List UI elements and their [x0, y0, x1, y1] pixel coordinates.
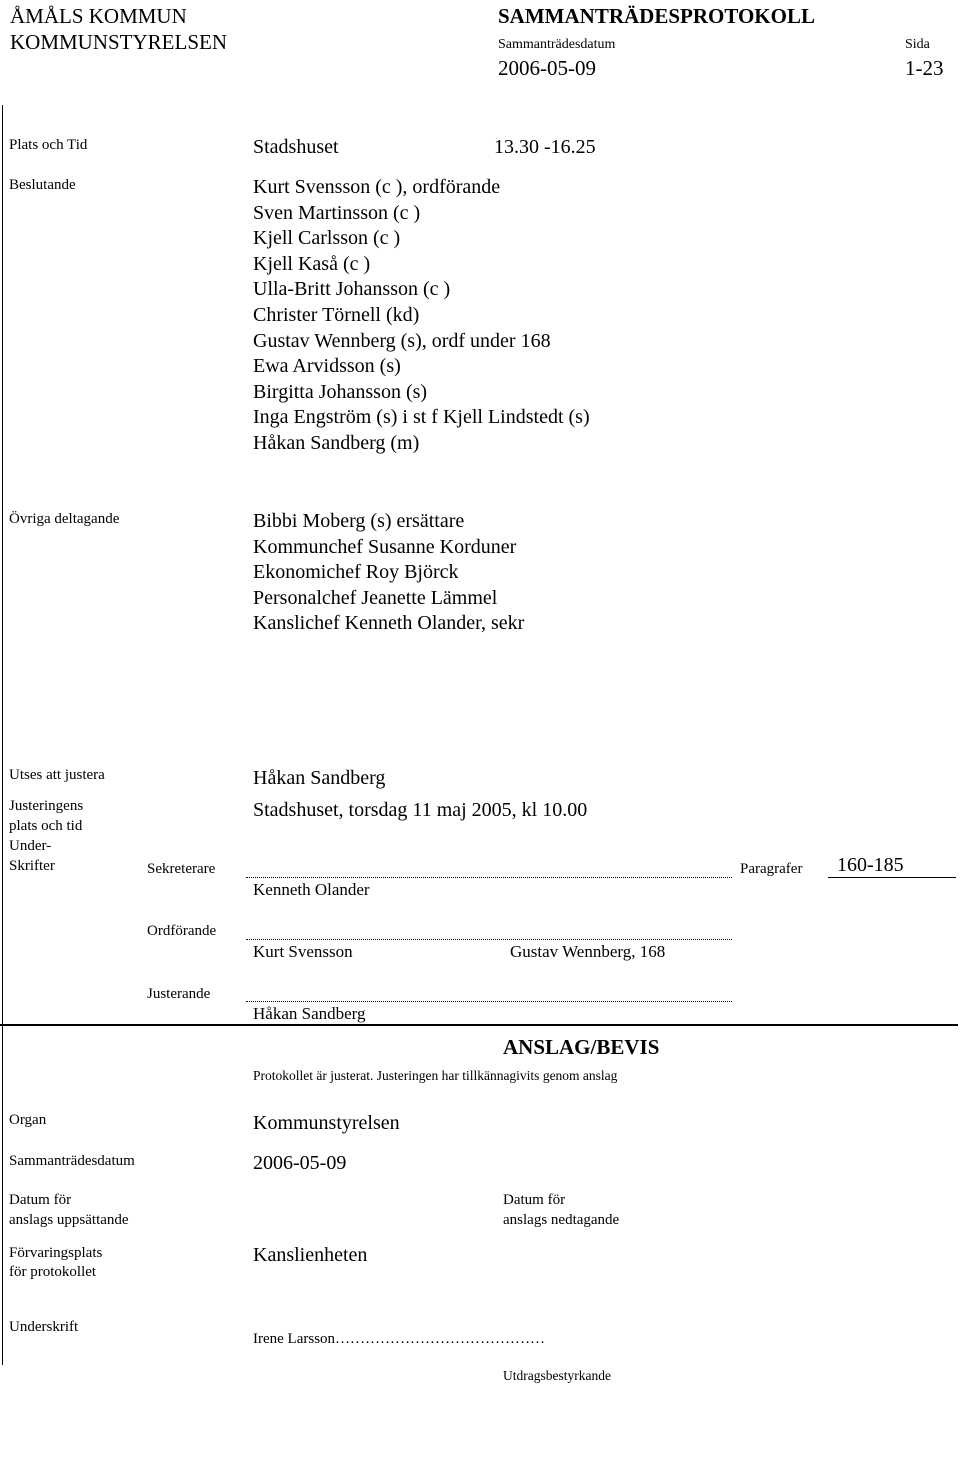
member-item: Birgitta Johansson (s) [253, 380, 428, 403]
removal-date-label-2: anslags nedtagande [503, 1212, 620, 1228]
removal-date-label-1: Datum för [503, 1192, 566, 1208]
member-item: Kjell Carlsson (c ) [253, 227, 401, 250]
adjusting-label: Justerande [147, 986, 211, 1002]
member-item: Ulla-Britt Johansson (c ) [253, 278, 451, 301]
page-number: 1-23 [905, 56, 944, 80]
organ-value: Kommunstyrelsen [253, 1112, 400, 1134]
meeting-date: 2006-05-09 [498, 56, 596, 80]
signatures-label-1: Under- [9, 838, 52, 854]
member-item: Kjell Kaså (c ) [253, 252, 371, 275]
participant-item: Ekonomichef Roy Björck [253, 561, 459, 584]
notice-separator [0, 1024, 958, 1026]
storage-label-2: för protokollet [9, 1264, 97, 1280]
notice-statement: Protokollet är justerat. Justeringen har tillkännagivits genom anslag [253, 1068, 618, 1083]
adjustment-place-value: Stadshuset, torsdag 11 maj 2005, kl 10.00 [253, 799, 588, 821]
page-label: Sida [905, 37, 930, 52]
member-item: Kurt Svensson (c ), ordförande [253, 176, 501, 198]
decision-makers-label: Beslutande [9, 177, 76, 193]
member-item: Gustav Wennberg (s), ordf under 168 [253, 329, 551, 352]
municipality-name: ÅMÅLS KOMMUN [10, 4, 187, 28]
participant-item: Kommunchef Susanne Korduner [253, 535, 517, 558]
notice-title: ANSLAG/BEVIS [503, 1035, 660, 1059]
participant-item: Kanslichef Kenneth Olander, sekr [253, 612, 525, 635]
secretary-signature-line [246, 877, 732, 878]
adjuster-name: Håkan Sandberg [253, 767, 386, 789]
secretary-label: Sekreterare [147, 861, 216, 877]
chair-name-2: Gustav Wennberg, 168 [510, 942, 666, 961]
decision-makers-list [253, 175, 590, 457]
other-participants-list [253, 509, 524, 637]
meeting-date-label: Sammanträdesdatum [498, 37, 616, 52]
signature-label: Underskrift [9, 1319, 79, 1335]
posting-date-label-2: anslags uppsättande [9, 1212, 129, 1228]
signatures-label-2: Skrifter [9, 858, 55, 874]
secretary-name: Kenneth Olander [253, 880, 370, 899]
participant-item: Bibbi Moberg (s) ersättare [253, 510, 465, 532]
member-item: Christer Törnell (kd) [253, 303, 420, 326]
storage-value: Kanslienheten [253, 1244, 368, 1266]
posting-date-label-1: Datum för [9, 1192, 72, 1208]
adjuster-label: Utses att justera [9, 767, 105, 783]
board-name: KOMMUNSTYRELSEN [10, 30, 228, 54]
meeting-place: Stadshuset [253, 136, 339, 158]
adjustment-place-label-2: plats och tid [9, 818, 83, 834]
chair-name-1: Kurt Svensson [253, 942, 353, 961]
participant-item: Personalchef Jeanette Lämmel [253, 586, 498, 609]
adjusting-signature-line [246, 1001, 732, 1002]
notice-meeting-date-label: Sammanträdesdatum [9, 1153, 135, 1169]
organ-label: Organ [9, 1112, 47, 1128]
document-type: SAMMANTRÄDESPROTOKOLL [498, 4, 815, 28]
left-margin-rule [2, 105, 3, 1365]
member-item: Ewa Arvidsson (s) [253, 355, 401, 378]
notice-meeting-date: 2006-05-09 [253, 1152, 347, 1174]
paragraphs-label: Paragrafer [740, 861, 803, 877]
signature-name: Irene Larsson…………………………………… [253, 1331, 546, 1347]
adjustment-place-label-1: Justeringens [9, 798, 84, 814]
storage-label-1: Förvaringsplats [9, 1245, 103, 1261]
paragraphs-value: 160-185 [837, 854, 904, 876]
place-time-label: Plats och Tid [9, 137, 88, 153]
certified-label: Utdragsbestyrkande [503, 1368, 611, 1383]
adjusting-name: Håkan Sandberg [253, 1004, 366, 1023]
other-participants-label: Övriga deltagande [9, 511, 120, 527]
member-item: Håkan Sandberg (m) [253, 431, 420, 454]
chair-label: Ordförande [147, 923, 217, 939]
paragraphs-underline [828, 877, 956, 878]
member-item: Sven Martinsson (c ) [253, 201, 421, 224]
member-item: Inga Engström (s) i st f Kjell Lindstedt (s) [253, 406, 590, 429]
chair-signature-line [246, 939, 732, 940]
meeting-time: 13.30 -16.25 [494, 136, 596, 158]
